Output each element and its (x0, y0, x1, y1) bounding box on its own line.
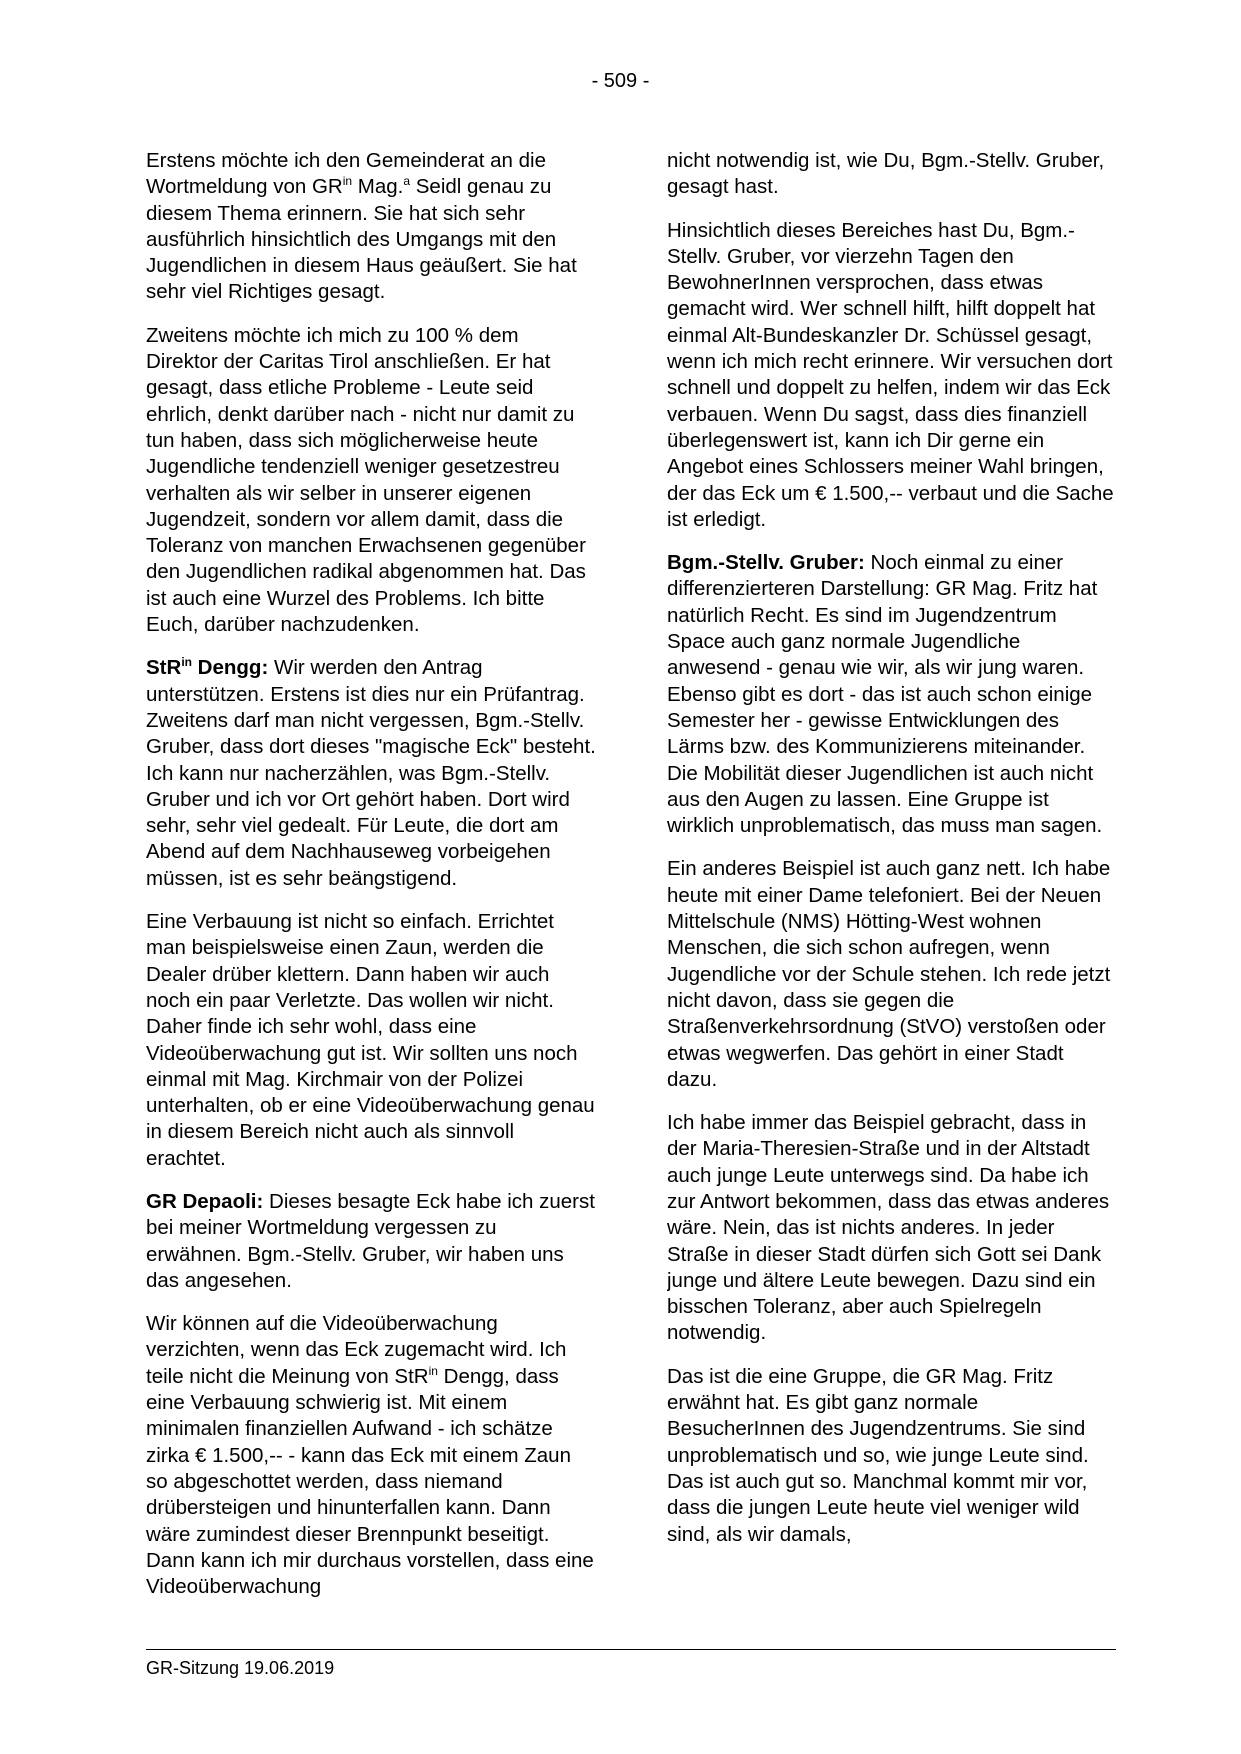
paragraph (146, 1189, 596, 1294)
speaker-name: GR Depaoli: (146, 1189, 264, 1213)
paragraph: Ein anderes Beispiel ist auch ganz nett. Ich habe heute mit einer Dame telefoniert. Bei der Neuen Mittelschule (NMS) Hötting-West wohnen Menschen, die sich schon aufregen, wenn Jugendliche vor der Schule stehen. Ich rede jetzt nicht davon, dass sie gegen die Straßenverkehrsordnung (StVO) verstoßen oder etwas wegwerfen. Das gehört in einer Stadt dazu. (667, 857, 1111, 1091)
paragraph: Zweitens möchte ich mich zu 100 % dem Direktor der Caritas Tirol anschließen. Er hat gesagt, dass etliche Probleme - Leute seid ehrlich, denkt darüber nach - nicht nur damit zu tun haben, dass sich möglicherweise heute Jugendliche tendenziell weniger gesetzestreu verhalten als wir selber in unserer eigenen Jugendzeit, sondern vor allem damit, dass die Toleranz von manchen Erwachsenen gegenüber den Jugendlichen radikal abgenommen hat. Das ist auch eine Wurzel des Problems. Ich bitte Euch, darüber nachzudenken. (146, 323, 586, 637)
left-column (146, 148, 596, 1617)
page-number: - 509 - (591, 70, 650, 92)
paragraph (146, 655, 596, 892)
paragraph (667, 550, 1117, 839)
paragraph-text: Noch einmal zu einer differenzierteren Darstellung: GR Mag. Fritz hat natürlich Recht. Es sind im Jugendzentrum Space auch ganz normale Jugendliche anwesend - genau wie wir, als wir jung waren. Ebenso gibt es dort - das ist auch schon einige Semester her - gewisse Entwicklungen des Lärms bzw. des Kommunizierens miteinander. Die Mobilität dieser Jugendlichen ist auch nicht aus den Augen zu lassen. Eine Gruppe ist wirklich unproblematisch, das muss man sagen. (667, 551, 1103, 838)
superscript: in (428, 1363, 438, 1378)
right-column (667, 148, 1117, 1565)
speaker-name (146, 656, 268, 679)
footer-divider (146, 1649, 1116, 1650)
paragraph-text: Mag. (352, 175, 404, 199)
superscript: in (342, 174, 353, 189)
paragraph: nicht notwendig ist, wie Du, Bgm.-Stellv. Gruber, gesagt hast. (667, 149, 1105, 199)
superscript: a (403, 174, 411, 189)
paragraph: Hinsichtlich dieses Bereiches hast Du, Bgm.-Stellv. Gruber, vor vierzehn Tagen den BewohnerInnen versprochen, dass etwas gemacht wird. Wer schnell hilft, hilft doppelt hat einmal Alt-Bundeskanzler Dr. Schüssel gesagt, wenn ich mich recht erinnere. Wir versuchen dort schnell und doppelt zu helfen, indem wir das Eck verbauen. Wenn Du sagst, dass dies finanziell überlegenswert ist, kann ich Dir gerne ein Angebot eines Schlossers meiner Wahl bringen, der das Eck um € 1.500,-- verbaut und die Sache ist erledigt. (667, 218, 1114, 531)
speaker-text: StR (146, 656, 182, 680)
speaker-name: Bgm.-Stellv. Gruber: (667, 551, 865, 575)
paragraph-text: Erstens möchte ich den Gemeinderat an die Wortmeldung von GR (146, 149, 546, 199)
paragraph: Ich habe immer das Beispiel gebracht, dass in der Maria-Theresien-Straße und in der Altstadt auch junge Leute unterwegs sind. Da habe ich zur Antwort bekommen, dass das etwas anderes wäre. Nein, das ist nichts anderes. In jeder Straße in dieser Stadt dürfen sich Gott sei Dank junge und ältere Leute bewegen. Dazu sind ein bisschen Toleranz, aber auch Spielregeln notwendig. (667, 1111, 1110, 1345)
paragraph-text: Wir werden den Antrag unterstützen. Erstens ist dies nur ein Prüfantrag. Zweitens darf man nicht vergessen, Bgm.-Stellv. Gruber, dass dort dieses "magische Eck" besteht. Ich kann nur nacherzählen, was Bgm.-Stellv. Gruber und ich vor Ort gehört haben. Dort wird sehr, sehr viel gedealt. Für Leute, die dort am Abend auf dem Nachhauseweg vorbeigehen müssen, ist es sehr beängstigend. (146, 656, 596, 890)
superscript: in (181, 655, 192, 670)
paragraph (146, 148, 596, 306)
paragraph (146, 1311, 596, 1600)
speaker-text: Dengg: (191, 656, 269, 680)
paragraph-text: Seidl genau zu diesem Thema erinnern. Sie hat sich sehr ausführlich hinsichtlich des Umgangs mit den Jugendlichen in diesem Haus geäußert. Sie hat sehr viel Richtiges gesagt. (146, 175, 577, 304)
footer-text: GR-Sitzung 19.06.2019 (146, 1658, 335, 1678)
paragraph: Eine Verbauung ist nicht so einfach. Errichtet man beispielsweise einen Zaun, werden die Dealer drüber klettern. Dann haben wir auch noch ein paar Verletzte. Das wollen wir nicht. Daher finde ich sehr wohl, dass eine Videoüberwachung gut ist. Wir sollten uns noch einmal mit Mag. Kirchmair von der Polizei unterhalten, ob er eine Videoüberwachung genau in diesem Bereich nicht auch als sinnvoll erachtet. (146, 910, 595, 1170)
paragraph: Das ist die eine Gruppe, die GR Mag. Fritz erwähnt hat. Es gibt ganz normale BesucherInnen des Jugendzentrums. Sie sind unproblematisch und so, wie junge Leute sind. Das ist auch gut so. Manchmal kommt mir vor, dass die jungen Leute heute viel weniger wild sind, als wir damals, (667, 1364, 1089, 1546)
paragraph-text: Dieses besagte Eck habe ich zuerst bei meiner Wortmeldung vergessen zu erwähnen. Bgm.-Stellv. Gruber, wir haben uns das angesehen. (146, 1189, 595, 1292)
paragraph-text: Dengg, dass eine Verbauung schwierig ist. Mit einem minimalen finanziellen Aufwand - ich schätze zirka € 1.500,-- - kann das Eck mit einem Zaun so abgeschottet werden, dass niemand drübersteigen und hinunterfallen kann. Dann wäre zumindest dieser Brennpunkt beseitigt. Dann kann ich mir durchaus vorstellen, dass eine Videoüberwachung (146, 1364, 594, 1599)
paragraph-text: Wir können auf die Videoüberwachung verzichten, wenn das Eck zugemacht wird. Ich teile nicht die Meinung von StR (146, 1312, 567, 1388)
